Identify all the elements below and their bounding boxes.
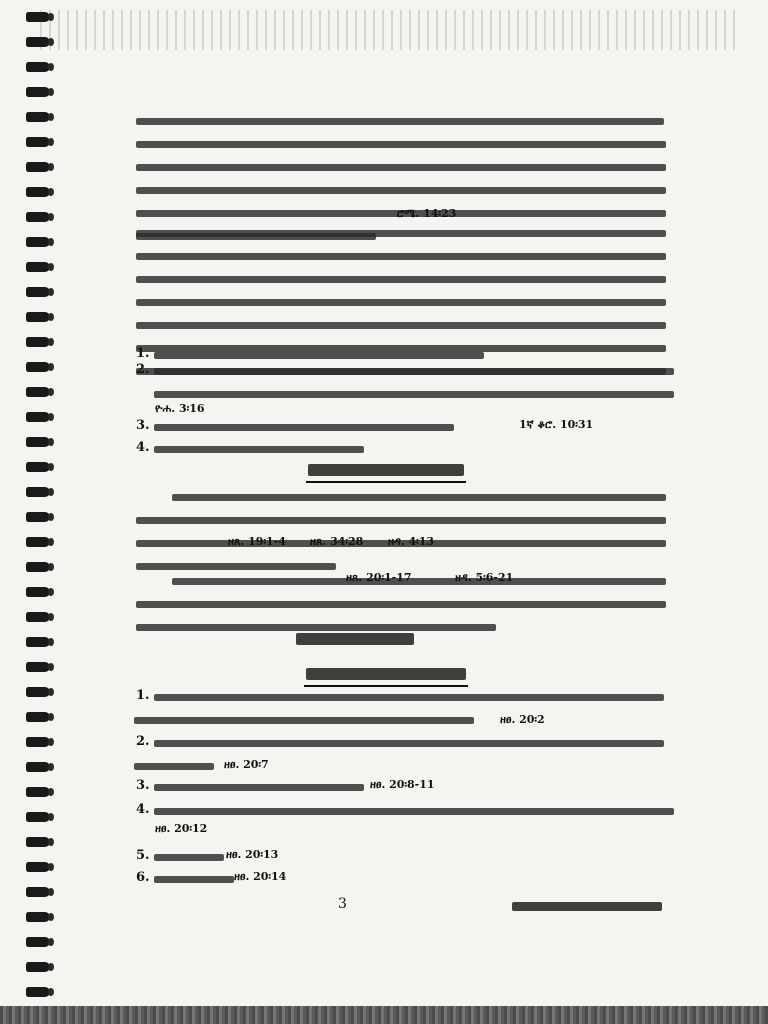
binding-ring bbox=[26, 62, 50, 72]
binding-ring bbox=[26, 737, 50, 747]
binding-hole bbox=[48, 613, 54, 621]
binding-hole bbox=[48, 488, 54, 496]
scripture-reference: ዘፀ. 20፡2 bbox=[500, 713, 545, 726]
binding-hole bbox=[48, 988, 54, 996]
scripture-reference: 1ኛ ቆሮ. 10፡31 bbox=[519, 418, 594, 431]
binding-hole bbox=[48, 113, 54, 121]
section-heading bbox=[306, 668, 466, 680]
binding-ring bbox=[26, 12, 50, 22]
binding-ring bbox=[26, 287, 50, 297]
binding-ring bbox=[26, 137, 50, 147]
page-number: 3 bbox=[338, 896, 347, 912]
binding-hole bbox=[48, 913, 54, 921]
binding-hole bbox=[48, 413, 54, 421]
binding-ring bbox=[26, 937, 50, 947]
binding-ring bbox=[26, 637, 50, 647]
binding-ring bbox=[26, 337, 50, 347]
binding-hole bbox=[48, 638, 54, 646]
binding-hole bbox=[48, 438, 54, 446]
binding-hole bbox=[48, 338, 54, 346]
binding-hole bbox=[48, 938, 54, 946]
heading-underline bbox=[306, 481, 466, 483]
binding-hole bbox=[48, 38, 54, 46]
binding-ring bbox=[26, 487, 50, 497]
binding-ring bbox=[26, 212, 50, 222]
binding-ring bbox=[26, 562, 50, 572]
binding-hole bbox=[48, 213, 54, 221]
binding-ring bbox=[26, 912, 50, 922]
scripture-reference: ዘፀ. 20፡12 bbox=[155, 822, 208, 835]
scripture-reference: ዘፀ. 20፡7 bbox=[224, 758, 269, 771]
list-item: 5. bbox=[136, 854, 676, 877]
binding-ring bbox=[26, 962, 50, 972]
binding-ring bbox=[26, 362, 50, 372]
binding-ring bbox=[26, 587, 50, 597]
scripture-reference: ሮሜ. 14፡23 bbox=[397, 207, 457, 220]
scripture-reference: ዘጸ. 20፡1-17 bbox=[346, 571, 412, 584]
scan-bottom-edge bbox=[0, 1006, 768, 1024]
scripture-reference: ዘጸ. 34፡28 bbox=[310, 535, 364, 548]
binding-ring bbox=[26, 812, 50, 822]
binding-ring bbox=[26, 37, 50, 47]
binding-ring bbox=[26, 712, 50, 722]
binding-ring bbox=[26, 237, 50, 247]
part-heading bbox=[296, 633, 414, 645]
binding-hole bbox=[48, 963, 54, 971]
binding-hole bbox=[48, 188, 54, 196]
scan-noise bbox=[40, 10, 740, 50]
binding-hole bbox=[48, 288, 54, 296]
binding-hole bbox=[48, 863, 54, 871]
spiral-binding bbox=[0, 0, 60, 1024]
page-footer bbox=[512, 902, 662, 911]
list-item: 2. bbox=[136, 740, 676, 786]
binding-ring bbox=[26, 612, 50, 622]
binding-ring bbox=[26, 662, 50, 672]
list-item: 3. bbox=[136, 784, 676, 807]
scripture-reference: ዘፀ. 20፡13 bbox=[226, 848, 279, 861]
binding-hole bbox=[48, 688, 54, 696]
binding-ring bbox=[26, 262, 50, 272]
binding-ring bbox=[26, 537, 50, 547]
binding-ring bbox=[26, 437, 50, 447]
binding-hole bbox=[48, 313, 54, 321]
binding-ring bbox=[26, 462, 50, 472]
binding-hole bbox=[48, 13, 54, 21]
list-item: 4. bbox=[136, 446, 676, 469]
binding-hole bbox=[48, 563, 54, 571]
binding-hole bbox=[48, 888, 54, 896]
binding-hole bbox=[48, 138, 54, 146]
section-heading bbox=[308, 464, 464, 476]
scripture-reference: ዘዳ. 4፡13 bbox=[388, 535, 435, 548]
binding-hole bbox=[48, 513, 54, 521]
binding-ring bbox=[26, 162, 50, 172]
binding-hole bbox=[48, 263, 54, 271]
binding-hole bbox=[48, 88, 54, 96]
scripture-reference: ዘጸ. 19፡1-4 bbox=[228, 535, 286, 548]
binding-ring bbox=[26, 112, 50, 122]
binding-hole bbox=[48, 363, 54, 371]
binding-ring bbox=[26, 787, 50, 797]
binding-ring bbox=[26, 987, 50, 997]
binding-ring bbox=[26, 687, 50, 697]
list-item: 4. bbox=[136, 808, 676, 831]
binding-hole bbox=[48, 163, 54, 171]
binding-hole bbox=[48, 588, 54, 596]
list-item: 6. bbox=[136, 876, 676, 899]
binding-hole bbox=[48, 538, 54, 546]
binding-ring bbox=[26, 312, 50, 322]
list-item: 2. bbox=[136, 368, 676, 437]
binding-ring bbox=[26, 412, 50, 422]
binding-hole bbox=[48, 763, 54, 771]
binding-hole bbox=[48, 813, 54, 821]
binding-hole bbox=[48, 738, 54, 746]
binding-hole bbox=[48, 788, 54, 796]
scripture-reference: ዘፀ. 20፡8-11 bbox=[370, 778, 435, 791]
binding-hole bbox=[48, 838, 54, 846]
binding-ring bbox=[26, 387, 50, 397]
heading-underline bbox=[304, 685, 468, 687]
list-item: 1. bbox=[136, 694, 676, 740]
binding-ring bbox=[26, 187, 50, 197]
binding-ring bbox=[26, 512, 50, 522]
scripture-reference: ዮሐ. 3፡16 bbox=[155, 402, 205, 415]
binding-hole bbox=[48, 63, 54, 71]
binding-hole bbox=[48, 388, 54, 396]
binding-hole bbox=[48, 663, 54, 671]
binding-hole bbox=[48, 713, 54, 721]
binding-hole bbox=[48, 238, 54, 246]
binding-ring bbox=[26, 87, 50, 97]
scripture-reference: ዘዳ. 5፡6-21 bbox=[455, 571, 514, 584]
binding-ring bbox=[26, 862, 50, 872]
binding-ring bbox=[26, 762, 50, 772]
binding-ring bbox=[26, 837, 50, 847]
binding-hole bbox=[48, 463, 54, 471]
list-item: 3. bbox=[136, 424, 676, 447]
scripture-reference: ዘፀ. 20፡14 bbox=[234, 870, 287, 883]
list-item: 1. bbox=[136, 352, 676, 375]
binding-ring bbox=[26, 887, 50, 897]
